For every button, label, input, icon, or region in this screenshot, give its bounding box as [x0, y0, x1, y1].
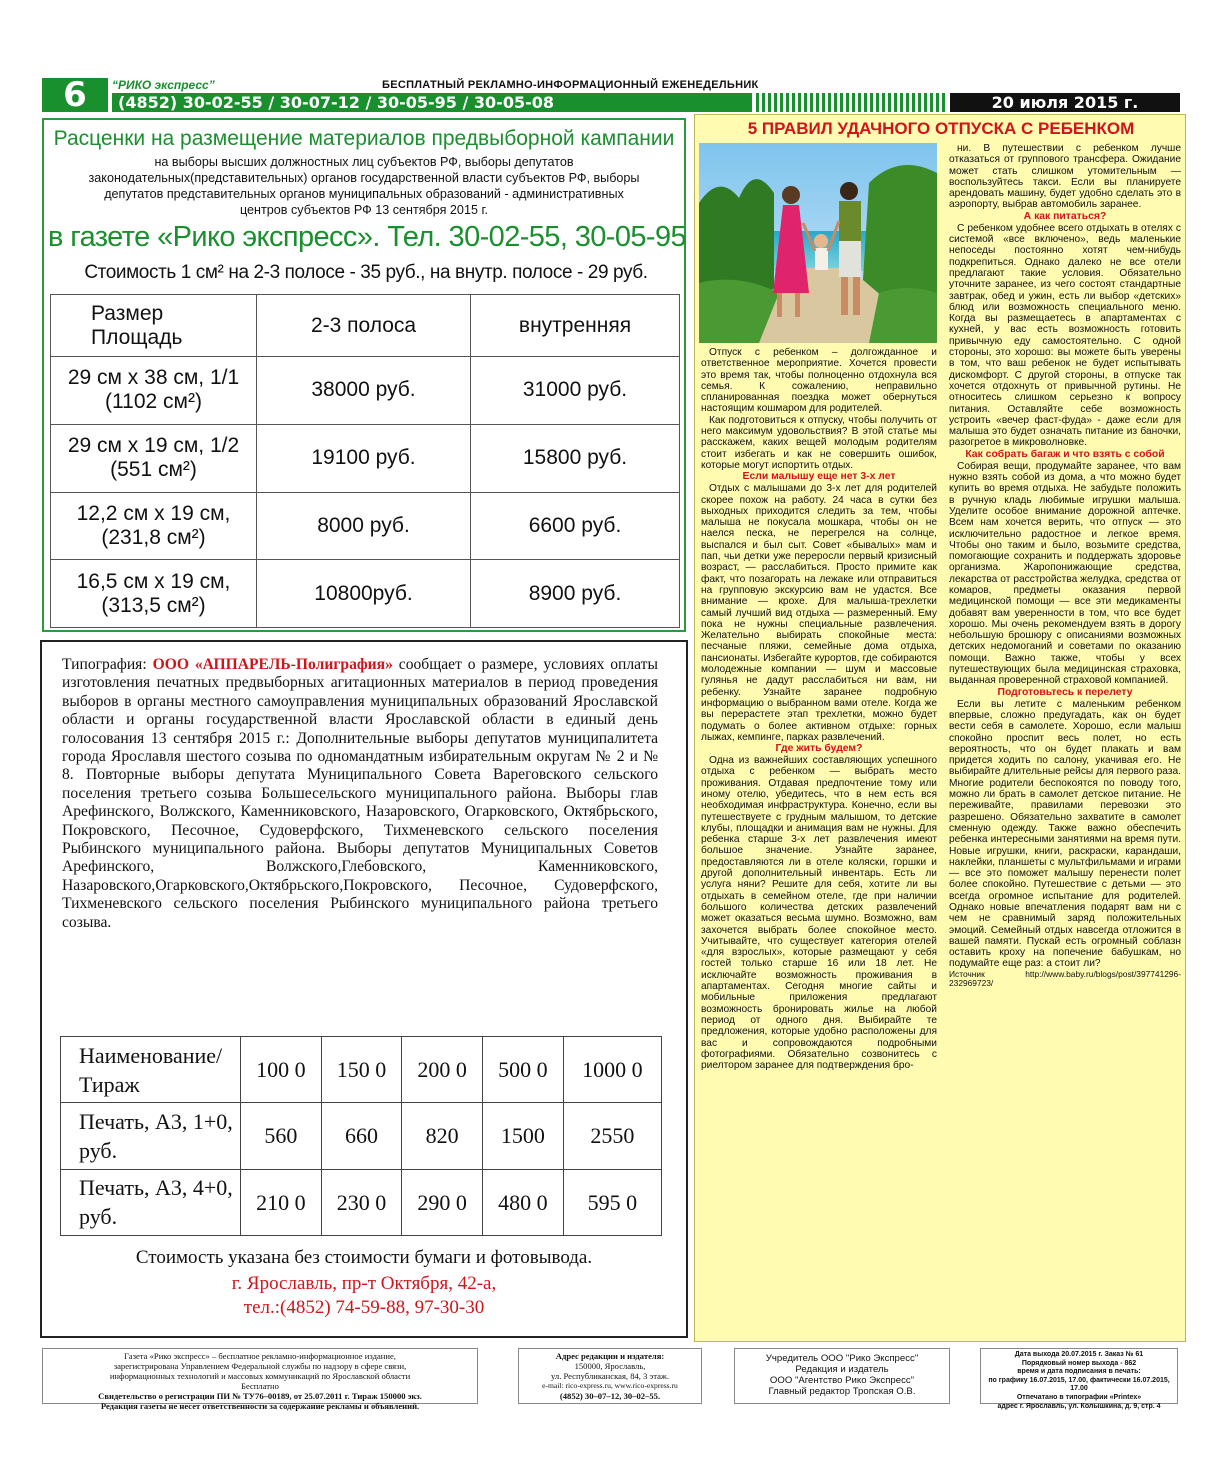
tagline: БЕСПЛАТНЫЙ РЕКЛАМНО-ИНФОРМАЦИОННЫЙ ЕЖЕНЕДЕЛЬНИК: [382, 79, 759, 91]
print-price-table: [60, 1036, 662, 1236]
footer-line: 150000, Ярославль,: [574, 1361, 646, 1371]
footer-line: ООО "Агентство Рико Экспресс": [769, 1375, 915, 1386]
footer-line: Дата выхода 20.07.2015 г. Заказ № 61: [1014, 1351, 1144, 1358]
table-cell: 19100 руб.: [257, 424, 471, 492]
article-paragraph: Одна из важнейших составляющих успешного отдыха с ребенком — выбрать место проживания. Отдавая предпочтение тому или иному отелю, убедитесь, что в нем есть вся необходимая инфраструктура. Конечно, если вы путешествуете с грудным малышом, то детские клубы, площадки и анимация вам не нужны. Для ребенка старше 3-х лет развлечения имеют большое значение. Узнайте заранее, предоставляются ли в отеле коляски, горшки и другой дополнительный инвентарь. Есть ли услуга няни? Решите для себя, хотите ли вы отдыхать в семейном отеле, где при наличии большого количества детских развлечений может оказаться весьма шумно. Возможно, вам захочется выбрать более спокойное место. Учитывайте, что существует категория отелей «для взрослых», которые размещают у себя гостей только старше 16 или 18 лет. Не исключайте возможность проживания в апартаментах. Сегодня многие сайты и мобильные приложения предлагают возможность бронировать жилье на любой период от одного дня. Выбирайте те предложения, которые удобно расположены для вас и сопровождаются подробными фотографиями. Обязательно созвонитесь с риелтором заранее для подтверждения бро-: [701, 755, 937, 1072]
article-column-2: [949, 143, 1181, 989]
table-cell: 8900 руб.: [471, 560, 680, 628]
footer-line: зарегистрирована Управлением Федеральной службы по надзору в сфере связи,: [113, 1361, 407, 1371]
page-number: 6: [42, 78, 108, 112]
area-label: (231,8 см²): [101, 525, 206, 549]
footer-line: Редакция газеты не несет ответственности за содержание рекламы и объявлений.: [100, 1401, 420, 1411]
article-source: Источник http://www.baby.ru/blogs/post/397741296-232969723/: [949, 968, 1181, 989]
vacation-article: [694, 114, 1186, 1342]
footer-line: ул. Республиканская, 84, 3 этаж.: [550, 1371, 669, 1381]
family-beach-photo: [699, 143, 937, 343]
article-subheading: Где жить будем?: [775, 743, 863, 755]
typography-body: сообщает о размере, условиях оплаты изготовления печатных предвыборных агитационных материалов в период проведения выборов в органы местного самоуправления муниципальных образований Ярославской области и органы государственной власти Ярославской области в единый день голосования 13 сентября 2015 г.: Дополнительные выборы депутатов муниципалитета города Ярославля шестого созыва по одномандатным избирательным округам № 2 и № 8. Повторные выборы депутата Муниципального Совета Вареговского сельского поселения третьего созыва Большесельского муниципального района. Выборы глав Арефинского, Волжского, Каменниковского, Назаровского, Огарковского, Октябрьского, Покровского, Песочное, Судоверфского, Тихменевского сельского поселения Рыбинского муниципального района. Выборы депутатов Муниципальных Советов Арефинского, Волжского,Глебовского, Каменниковского, Назаровского,Огарковского,Октябрьского,Покровского, Песочное, Судоверфского, Тихменевского сельского поселения Рыбинского муниципального района третьего созыва.: [62, 656, 658, 931]
table-cell: Печать, А3, 4+0, руб.: [61, 1169, 241, 1235]
size-label: 16,5 см х 19 см,: [76, 569, 231, 593]
footer-line: Порядковый номер выхода - 862: [1021, 1359, 1137, 1367]
table-row: [51, 492, 680, 560]
area-label: (313,5 см²): [101, 593, 206, 617]
table-header-cell: Размер Площадь: [51, 295, 257, 357]
article-subheading: Подготовьтесь к перелету: [997, 686, 1133, 698]
table-cell: 6600 руб.: [471, 492, 680, 560]
table-header-cell: 200 0: [402, 1037, 483, 1103]
footer-line: Отпечатано в типографии «Printex»: [1016, 1393, 1142, 1401]
size-label: 29 см х 38 см, 1/1: [67, 366, 240, 390]
footer-line: информационных технологий и массовых коммуникаций по Ярославской области: [109, 1371, 411, 1381]
election-price-box: [42, 118, 686, 632]
article-paragraph: Отдых с малышами до 3-х лет для родителей скорее похож на работу. 24 часа в сутки без выходных приходится следить за тем, чтобы малыша не покусала мошкара, чтобы он не наелся песка, не перегрелся на солнце, выспался и был сыт. Совет «бывалых» мам и пап, чьи детки уже переросли первый кризисный возраст, — расслабиться. Просто примите как факт, что позагорать на лежаке или отправиться на групповую экскурсию вам не удастся. Все внимание — крохе. Для малыша-трехлетки самый лучший вид отдыха — размеренный. Ему пока не нужны специальные развлечения. Желательно выбирать спокойные места: песчаные пляжи, семейные дома отдыха, пансионаты. Избегайте курортов, где собираются молодежные компании — шум и массовые гулянья не дадут расслабиться ни вам, ни ребенку. Узнайте заранее подробную информацию о выбранном вами отеле. Когда же вы перерастете этап трехлетки, можно будет подумать о более активном отдыхе: горных лыжах, кемпинге, парках развлечений.: [701, 483, 937, 743]
price-description: на выборы высших должностных лиц субъектов РФ, выборы депутатов законодательных(представительных) органов государственной власти субъектов РФ, выборы депутатов представительных органов муниципальных образований - административных центров субъектов РФ 13 сентября 2015 г.: [88, 155, 640, 217]
footer-publisher: [734, 1348, 950, 1404]
page-header: [42, 75, 1180, 115]
article-paragraph: ни. В путешествии с ребенком лучше отказаться от группового трансфера. Ожидание может стать слишком утомительным — воспользуйтесь такси. Если вы планируете арендовать машину, будет удобно сделать это в аэропорту, выбрав автомобиль заранее.: [949, 143, 1181, 211]
table-row: [61, 1169, 662, 1235]
table-header-cell: 500 0: [483, 1037, 564, 1103]
footer-line: адрес г. Ярославль, ул. Колышкина, д. 9, стр. 4: [997, 1402, 1161, 1410]
footer-registration: [42, 1348, 478, 1411]
header-stripes: [756, 93, 946, 112]
article-paragraph: Отпуск с ребенком – долгожданное и ответственное мероприятие. Хочется провести это время так, чтобы полноценно отдохнула вся семья. К сожалению, неправильно спланированная поездка может обернуться настоящим кошмаром для родителей.: [701, 347, 937, 415]
table-cell: 210 0: [241, 1169, 322, 1235]
footer-line: Учредитель ООО "Рико Экспресс": [765, 1353, 919, 1364]
typography-phones: тел.:(4852) 74-59-88, 97-30-30: [243, 1297, 485, 1318]
footer-line: время и дата подписания в печать:: [1017, 1368, 1141, 1376]
footer-line: Газета «Рико экспресс» – бесплатное рекламно-информационное издание,: [124, 1351, 396, 1361]
price-title: Расценки на размещение материалов предвыборной кампании: [53, 127, 675, 150]
article-column-1: [701, 347, 937, 1071]
price-note: Стоимость указана без стоимости бумаги и фотовывода.: [135, 1247, 593, 1268]
size-label: 29 см х 19 см, 1/2: [67, 434, 240, 458]
table-cell: 8000 руб.: [257, 492, 471, 560]
footer-line: Свидетельство о регистрации ПИ № ТУ76–00189, от 25.07.2011 г. Тираж 150000 экз.: [98, 1391, 422, 1401]
table-cell: 660: [321, 1103, 402, 1169]
table-cell: 290 0: [402, 1169, 483, 1235]
table-header-cell: 2-3 полоса: [257, 295, 471, 357]
table-row: [61, 1103, 662, 1169]
table-row: [51, 424, 680, 492]
table-cell: [51, 560, 257, 628]
size-label: 12,2 см х 19 см,: [76, 501, 231, 525]
footer-line: Адрес редакции и издателя:: [555, 1351, 665, 1361]
issue-date: 20 июля 2015 г.: [950, 93, 1180, 112]
typography-text: [62, 656, 658, 932]
table-row: [61, 1037, 662, 1103]
cost-per-cm-line: Стоимость 1 см² на 2-3 полосе - 35 руб., на внутр. полосе - 29 руб.: [84, 262, 648, 283]
table-cell: Печать, А3, 1+0, руб.: [61, 1103, 241, 1169]
typography-company: ООО «АППАРЕЛЬ-Полиграфия»: [152, 656, 393, 673]
footer-line: Главный редактор Тропская О.В.: [768, 1386, 916, 1397]
table-header-cell: внутренняя: [471, 295, 680, 357]
table-cell: [51, 357, 257, 425]
footer-line: Редакция и издатель: [795, 1364, 889, 1375]
paper-contact-line: в газете «Рико экспресс». Тел. 30-02-55, 30-05-95: [48, 221, 687, 253]
table-row: [51, 295, 680, 357]
article-title: 5 ПРАВИЛ УДАЧНОГО ОТПУСКА С РЕБЕНКОМ: [747, 119, 1135, 138]
footer-line: по графику 16.07.2015, 17.00, фактически 16.07.2015, 17.00: [988, 1376, 1170, 1393]
table-cell: 820: [402, 1103, 483, 1169]
price-table: [50, 294, 680, 628]
table-cell: 2550: [563, 1103, 661, 1169]
table-header-cell: Наименование/ Тираж: [61, 1037, 241, 1103]
table-row: [51, 357, 680, 425]
table-cell: 560: [241, 1103, 322, 1169]
brand-name: “РИКО экспресс”: [112, 78, 215, 92]
article-paragraph: Если вы летите с маленьким ребенком впервые, сложно предугадать, как он будет вести себя в самолете. Хорошо, если малыш спокойно проспит весь полет, но есть вероятность, что он будет плакать и вам придется ходить по салону, укачивая его. Не выбирайте длительные рейсы для первого раза. Многие родители беспокоятся по поводу того, можно ли брать в самолет детское питание. Не переживайте, правилами перевозки это разрешено. Обязательно захватите в самолет сменную одежду. Также важно обеспечить ребенка интересными занятиями на время пути. Новые игрушки, книги, раскраски, карандаши, наклейки, планшеты с мультфильмами и играми — все это поможет малышу перенести полет более спокойно. Путешествие с детьми — это всегда огромное испытание для родителей. Однако новые впечатления подарят вам ни с чем не сравнимый заряд положительных эмоций. Семейный отдых навсегда отложится в вашей памяти. Пускай есть огромный соблазн оставить кроху на попечение бабушкам, но подумайте еще раз: а стоит ли?: [949, 698, 1181, 970]
area-label: (1102 см²): [105, 390, 202, 414]
header-phones: (4852) 30-02-55 / 30-07-12 / 30-05-95 / 30-05-08: [112, 93, 752, 112]
article-paragraph: Как подготовиться к отпуску, чтобы получить от него максимум удовольствия? В этой статье мы расскажем, каких вещей молодым родителям стоит избегать и как не совершить ошибок, которые могут испортить отдых.: [701, 414, 937, 471]
table-header-cell: 100 0: [241, 1037, 322, 1103]
table-cell: 595 0: [563, 1169, 661, 1235]
footer-line: e-mail: rico-express.ru, www.rico-express.ru: [542, 1381, 678, 1390]
table-cell: 15800 руб.: [471, 424, 680, 492]
typography-ad-box: [40, 640, 688, 1338]
footer-issue-info: [980, 1348, 1178, 1410]
footer-address: [518, 1348, 702, 1404]
table-cell: 480 0: [483, 1169, 564, 1235]
table-cell: 230 0: [321, 1169, 402, 1235]
footer-line: Бесплатно: [241, 1381, 279, 1391]
table-cell: 1500: [483, 1103, 564, 1169]
footer-line: (4852) 30–07–12, 30–02–55.: [559, 1391, 661, 1401]
table-cell: [51, 492, 257, 560]
article-subheading: А как питаться?: [1023, 210, 1107, 222]
table-cell: 38000 руб.: [257, 357, 471, 425]
table-cell: 10800руб.: [257, 560, 471, 628]
article-paragraph: С ребенком удобнее всего отдыхать в отелях с системой «все включено», ведь маленькие непоседы постоянно хотят чем-нибудь подкрепиться. Однако далеко не все отели предлагают такие условия. Обязательно уточните заранее, из чего состоят стандартные завтрак, обед и ужин, есть ли выбор «детских» блюд или возможность специального меню. Когда вы размещаетесь в апартаментах с кухней, у вас есть возможность готовить привычную еду самостоятельно. С одной стороны, это хорошо: вы можете быть уверены в том, что ваш ребенок не будет испытывать дискомфорт. С другой стороны, в отпуске так хочется отдохнуть от привычной рутины. Не относитесь слишком серьезно к вопросу питания. Оставляйте себе возможность устроить «вечер фаст-фуда» - даже если для малыша это будет означать питание из баночки, разогретое в микроволновке.: [949, 222, 1181, 449]
article-paragraph: Собирая вещи, продумайте заранее, что вам нужно взять собой из дома, а что можно будет купить во время отдыха. Не забудьте положить в ручную кладь любимые игрушки малыша. Уделите особое внимание дорожной аптечке. Всем нам хочется верить, что отпуск — это исключительно радостное и легкое время. Чтобы оно таким и было, возьмите средства, помогающие сохранить и поддержать здоровье организма. Жаропонижающие средства, лекарства от расстройства желудка, средства от комаров, предметы оказания первой медицинской помощи — все эти медикаменты добавят вам уверенности в том, что все будет хорошо. Мы очень рекомендуем взять в дорогу небольшую брошюру с описаниями возможных детских недомоганий и советами по оказанию помощи. Важно также, чтобы у всех путешествующих была медицинская страховка, выданная проверенной страховой компанией.: [949, 460, 1181, 687]
table-cell: [51, 424, 257, 492]
table-header-cell: 150 0: [321, 1037, 402, 1103]
article-subheading: Если малышу еще нет 3-х лет: [742, 471, 896, 483]
typography-lead: Типография:: [62, 656, 153, 673]
area-label: (551 см²): [110, 458, 197, 482]
table-cell: 31000 руб.: [471, 357, 680, 425]
article-subheading: Как собрать багаж и что взять с собой: [965, 448, 1165, 460]
table-header-cell: 1000 0: [563, 1037, 661, 1103]
table-row: [51, 560, 680, 628]
typography-address: г. Ярославль, пр-т Октября, 42-а,: [231, 1273, 497, 1294]
